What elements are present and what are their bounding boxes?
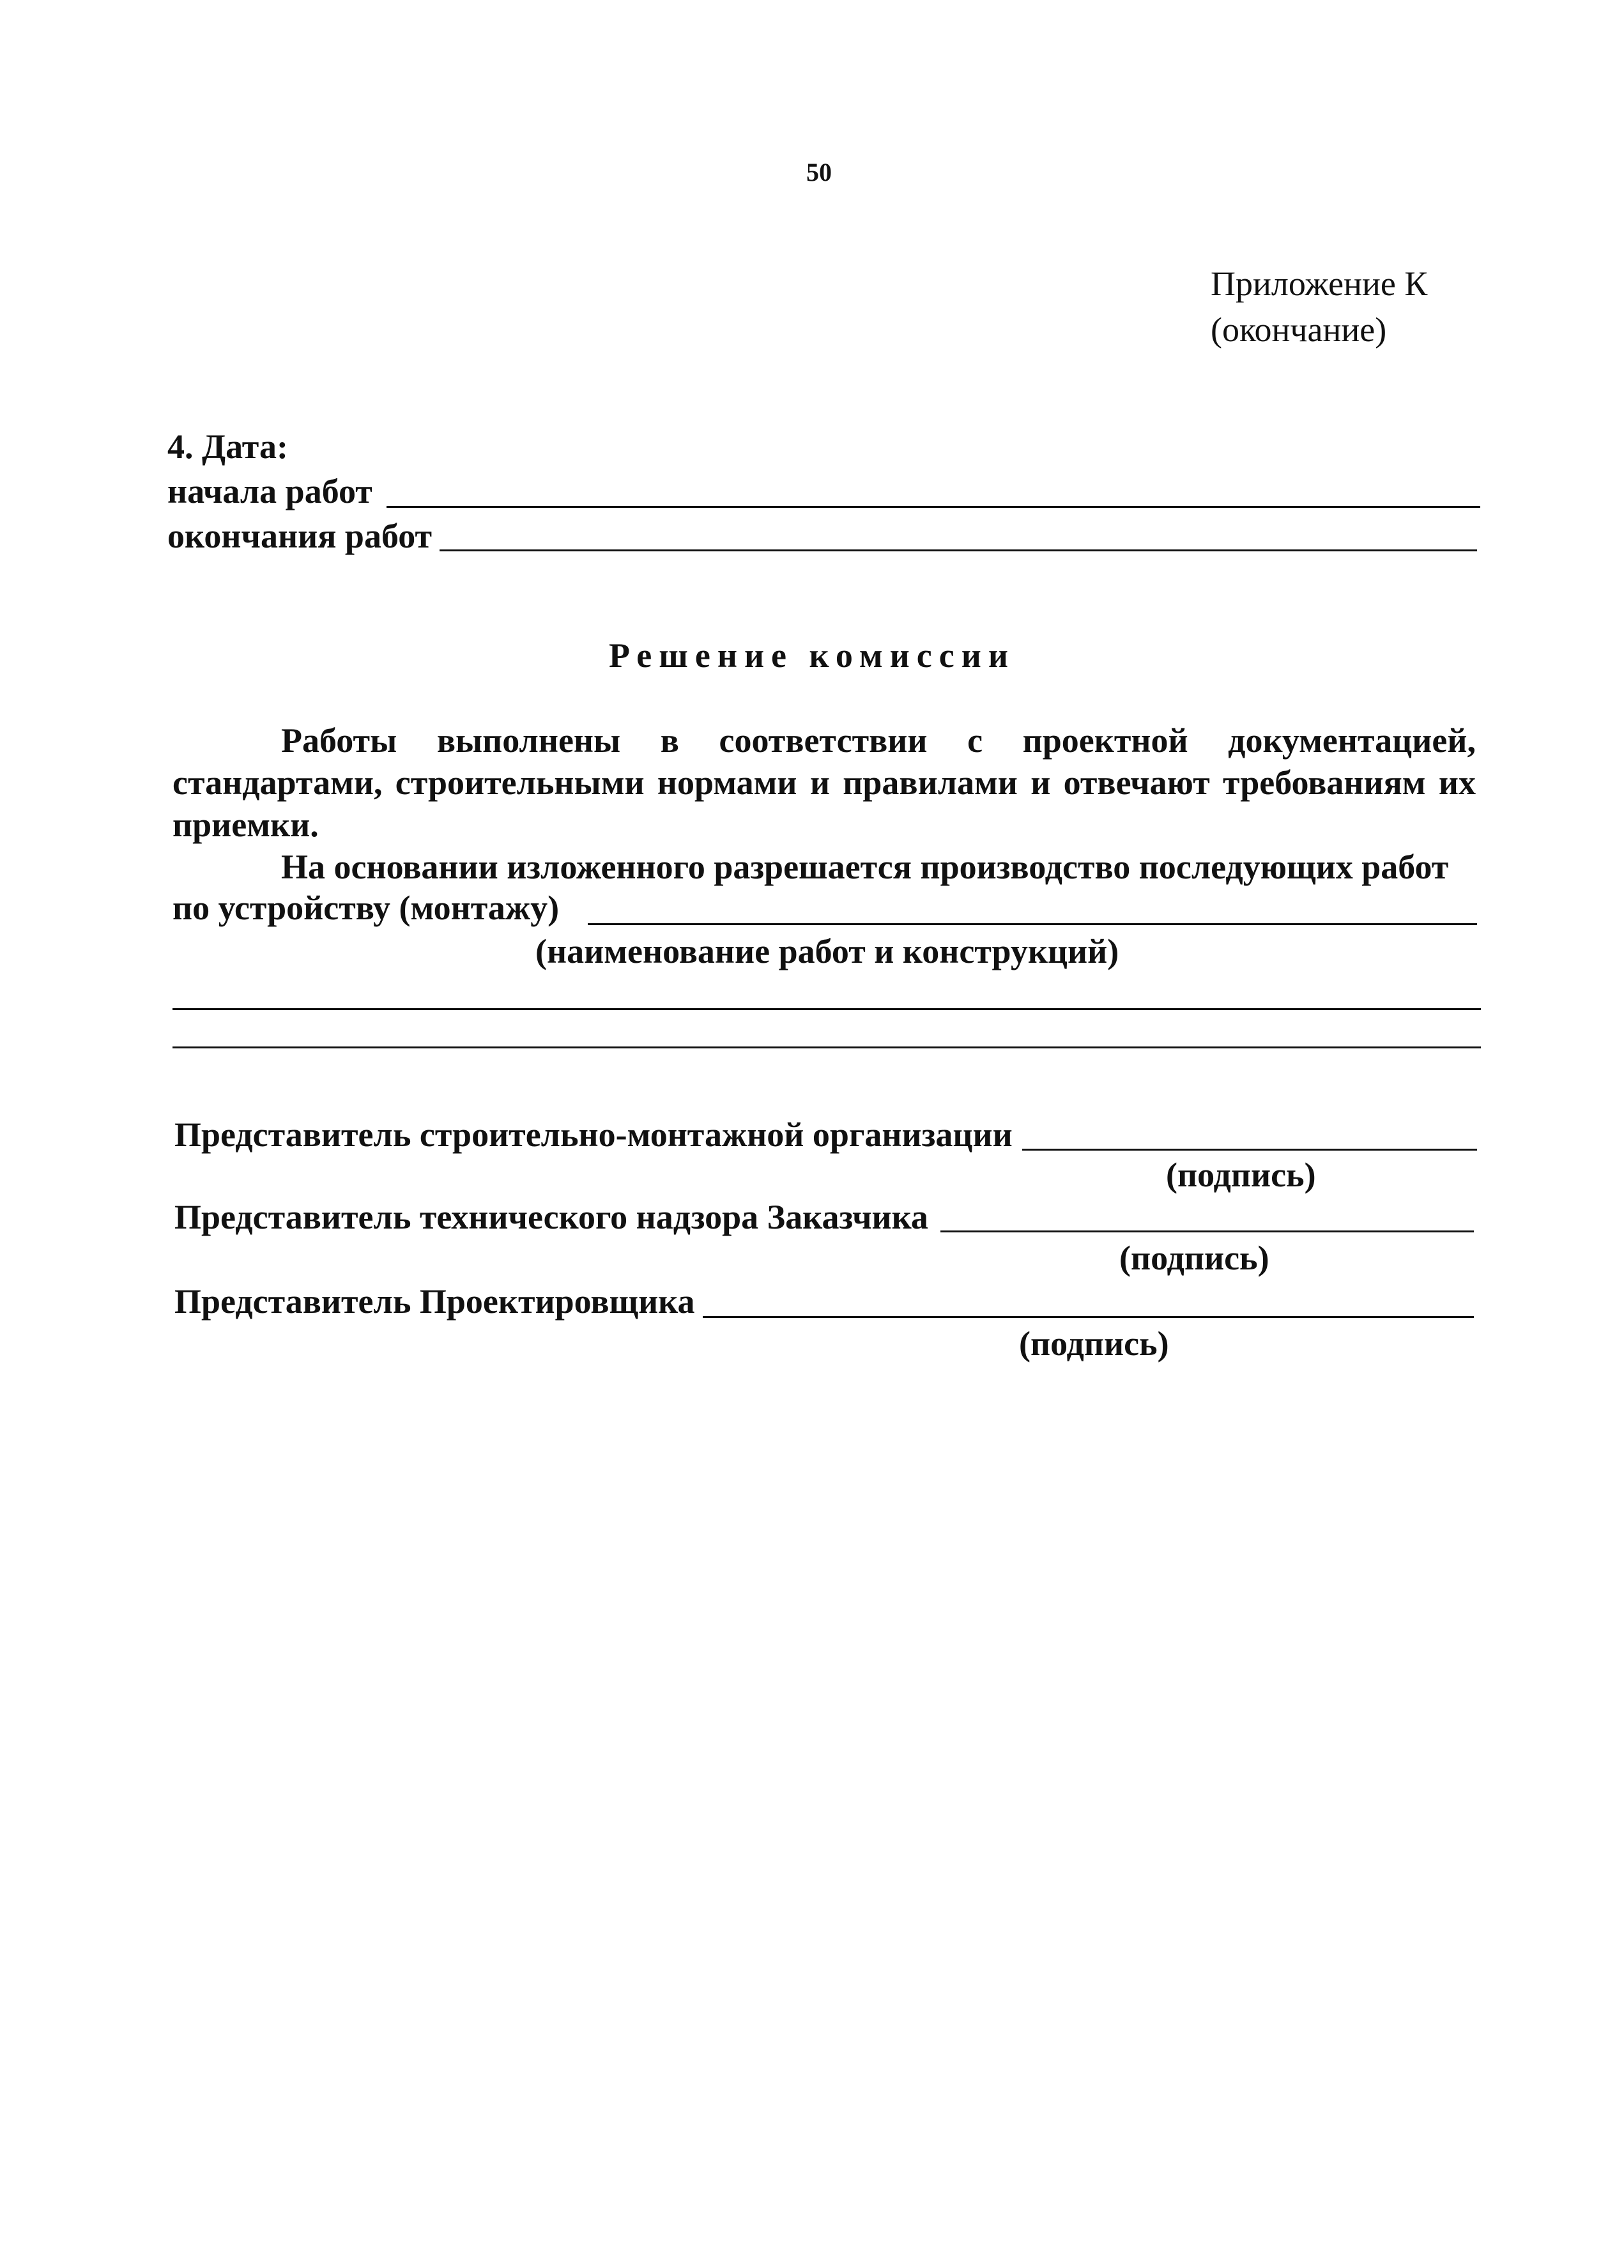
signature-caption-designer: (подпись)	[1019, 1324, 1169, 1363]
appendix-subtitle: (окончание)	[1211, 310, 1387, 349]
works-caption: (наименование работ и конструкций)	[535, 932, 1119, 970]
start-date-line[interactable]	[387, 506, 1480, 508]
signature-label-supervision: Представитель технического надзора Заказчика	[174, 1198, 928, 1236]
signature-caption-supervision: (подпись)	[1119, 1239, 1269, 1277]
start-date-label: начала работ	[167, 472, 372, 510]
works-line-extra-1[interactable]	[172, 1008, 1481, 1010]
appendix-heading	[1211, 261, 1427, 353]
end-date-label: окончания работ	[167, 517, 433, 555]
signature-line-designer[interactable]	[703, 1316, 1474, 1318]
works-line[interactable]	[588, 923, 1477, 925]
signature-line-supervision[interactable]	[940, 1230, 1474, 1232]
decision-paragraph-1: Работы выполнены в соответствии с проектной документацией, стандартами, строительными нормами и правилами и отвечают требованиям их приемки.	[172, 721, 1476, 844]
signature-label-construction: Представитель строительно-монтажной организации	[174, 1115, 1013, 1154]
page-number: 50	[806, 158, 832, 187]
works-label: по устройству (монтажу)	[172, 889, 560, 927]
works-line-extra-2[interactable]	[172, 1046, 1481, 1048]
decision-title: Решение комиссии	[609, 636, 1015, 675]
decision-paragraph-2: На основании изложенного разрешается производство последующих работ	[281, 848, 1449, 886]
end-date-line[interactable]	[440, 549, 1477, 551]
dates-heading: 4. Дата:	[167, 427, 288, 466]
signature-label-designer: Представитель Проектировщика	[174, 1282, 695, 1321]
appendix-title: Приложение К	[1211, 264, 1428, 303]
signature-caption-construction: (подпись)	[1166, 1156, 1316, 1194]
signature-line-construction[interactable]	[1022, 1149, 1477, 1151]
